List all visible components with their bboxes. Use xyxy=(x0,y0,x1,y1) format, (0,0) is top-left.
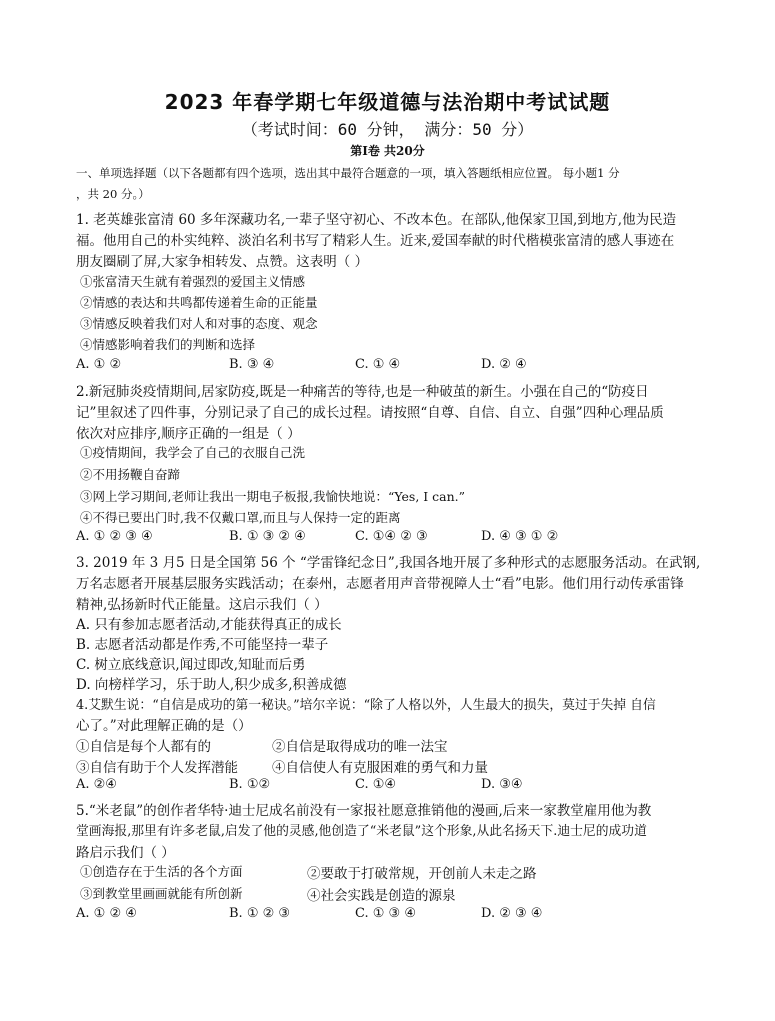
q5-choice-b: B. ① ② ③ xyxy=(229,906,291,921)
q4-stem-line-2: 心了。”对此理解正确的是（） xyxy=(76,718,252,734)
q1-choice-d: D. ② ④ xyxy=(481,357,527,372)
q3-stem-line-1: 3. 2019 年 3 月5 日是全国第 56 个 “学雷锋纪念日”,我国各地开展了多种形式的志愿服务活动。在武钢, xyxy=(76,555,701,571)
exam-subtitle: （考试时间：60 分钟， 满分：50 分） xyxy=(241,120,534,139)
q1-choice-a: A. ① ② xyxy=(76,357,122,372)
q2-item-4: ④不得已要出门时,我不仅戴口罩,而且与人保持一定的距离 xyxy=(80,510,401,525)
section-instruction-line-2: ，共 20 分。） xyxy=(76,187,150,201)
q1-choice-c: C. ① ④ xyxy=(355,357,401,372)
section-instruction-line-1: 一、单项选择题（以下各题都有四个选项，选出其中最符合题意的一项，填入答题纸相应位置。 每小题1 分 xyxy=(76,166,620,180)
q2-item-2: ②不用扬鞭自奋蹄 xyxy=(80,467,181,482)
part-heading: 第Ⅰ卷 共20分 xyxy=(350,144,425,158)
q5-item-2: ②要敢于打破常规，开创前人未走之路 xyxy=(307,866,537,882)
q2-choice-c: C. ①④ ② ③ xyxy=(355,529,428,544)
q4-stem-line-1: 4.艾默生说：“自信是成功的第一秘诀。”培尔辛说：“除了人格以外，人生最大的损失，莫过于失掉 自信 xyxy=(76,698,656,713)
exam-title: 2023 年春学期七年级道德与法治期中考试试题 xyxy=(164,90,611,114)
q2-item-1: ①疫情期间，我学会了自己的衣服自己洗 xyxy=(80,445,306,460)
q3-option-d: D. 向榜样学习，乐于助人,积少成多,积善成德 xyxy=(76,677,347,693)
q2-stem-line-3: 依次对应排序,顺序正确的一组是（ ） xyxy=(76,426,301,442)
q1-item-1: ①张富清天生就有着强烈的爱国主义情感 xyxy=(80,274,306,289)
q1-stem-line-2: 福。他用自己的朴实纯粹、淡泊名利书写了精彩人生。近来,爱国奉献的时代楷模张富清的感人事迹在 xyxy=(76,233,675,249)
q4-item-3: ③自信有助于个人发挥潜能 xyxy=(76,760,238,776)
q5-stem-line-1: 5.“米老鼠”的创作者华特·迪士尼成名前没有一家报社愿意推销他的漫画,后来一家教堂雇用他为教 xyxy=(76,803,652,819)
q2-stem-line-1: 2.新冠肺炎疫情期间,居家防疫,既是一种痛苦的等待,也是一种破茧的新生。小强在自己的“防疫日 xyxy=(76,384,649,400)
q5-item-4: ④社会实践是创造的源泉 xyxy=(307,888,456,904)
q4-choice-b: B. ①② xyxy=(229,777,271,792)
q4-choice-c: C. ①④ xyxy=(355,777,397,792)
q2-stem-line-2: 记”里叙述了四件事，分别记录了自己的成长过程。请按照“自尊、自信、自立、自强”四种心理品质 xyxy=(76,405,664,421)
q3-option-b: B. 志愿者活动都是作秀,不可能坚持一辈子 xyxy=(76,637,329,653)
q5-choice-c: C. ① ③ ④ xyxy=(355,906,416,921)
q1-item-3: ③情感反映着我们对人和对事的态度、观念 xyxy=(80,316,318,331)
q5-stem-line-3: 路启示我们（ ） xyxy=(76,845,175,861)
q3-option-c: C. 树立底线意识,闻过即改,知耻而后勇 xyxy=(76,657,306,673)
q3-option-a: A. 只有参加志愿者活动,才能获得真正的成长 xyxy=(76,617,342,633)
q4-item-1: ①自信是每个人都有的 xyxy=(76,739,211,755)
q2-item-3: ③网上学习期间,老师让我出一期电子板报,我愉快地说：“Yes, I can.” xyxy=(80,489,466,504)
q2-choice-b: B. ① ③ ② ④ xyxy=(229,529,306,544)
q4-choice-d: D. ③④ xyxy=(481,777,523,792)
q1-choice-b: B. ③ ④ xyxy=(229,357,275,372)
q5-item-1: ①创造存在于生活的各个方面 xyxy=(80,864,243,879)
q3-stem-line-3: 精神,弘扬新时代正能量。这启示我们（ ） xyxy=(76,597,328,613)
q4-choice-a: A. ②④ xyxy=(76,777,117,792)
q4-item-2: ②自信是取得成功的唯一法宝 xyxy=(272,739,448,755)
q1-item-4: ④情感影响着我们的判断和选择 xyxy=(80,337,256,352)
q1-stem-line-1: 1. 老英雄张富清 60 多年深藏功名,一辈子坚守初心、不改本色。在部队,他保家卫国,到地方,他为民造 xyxy=(76,212,677,228)
q1-stem-line-3: 朋友圈刷了屏,大家争相转发、点赞。这表明（ ） xyxy=(76,254,369,270)
q2-choice-d: D. ④ ③ ① ② xyxy=(481,529,559,544)
q5-choice-d: D. ② ③ ④ xyxy=(481,906,543,921)
q5-item-3: ③到教堂里画画就能有所创新 xyxy=(80,886,243,901)
q3-stem-line-2: 万名志愿者开展基层服务实践活动；在泰州，志愿者用声音带视障人士“看”电影。他们用行动传承雷锋 xyxy=(76,576,684,592)
q1-item-2: ②情感的表达和共鸣都传递着生命的正能量 xyxy=(80,295,318,310)
q2-choice-a: A. ① ② ③ ④ xyxy=(76,529,153,544)
q4-item-4: ④自信使人有克服困难的勇气和力量 xyxy=(272,760,488,776)
q5-choice-a: A. ① ② ④ xyxy=(76,906,137,921)
q5-stem-line-2: 堂画海报,那里有许多老鼠,启发了他的灵感,他创造了“米老鼠”这个形象,从此名扬天下.迪士尼的成功道 xyxy=(76,824,647,839)
